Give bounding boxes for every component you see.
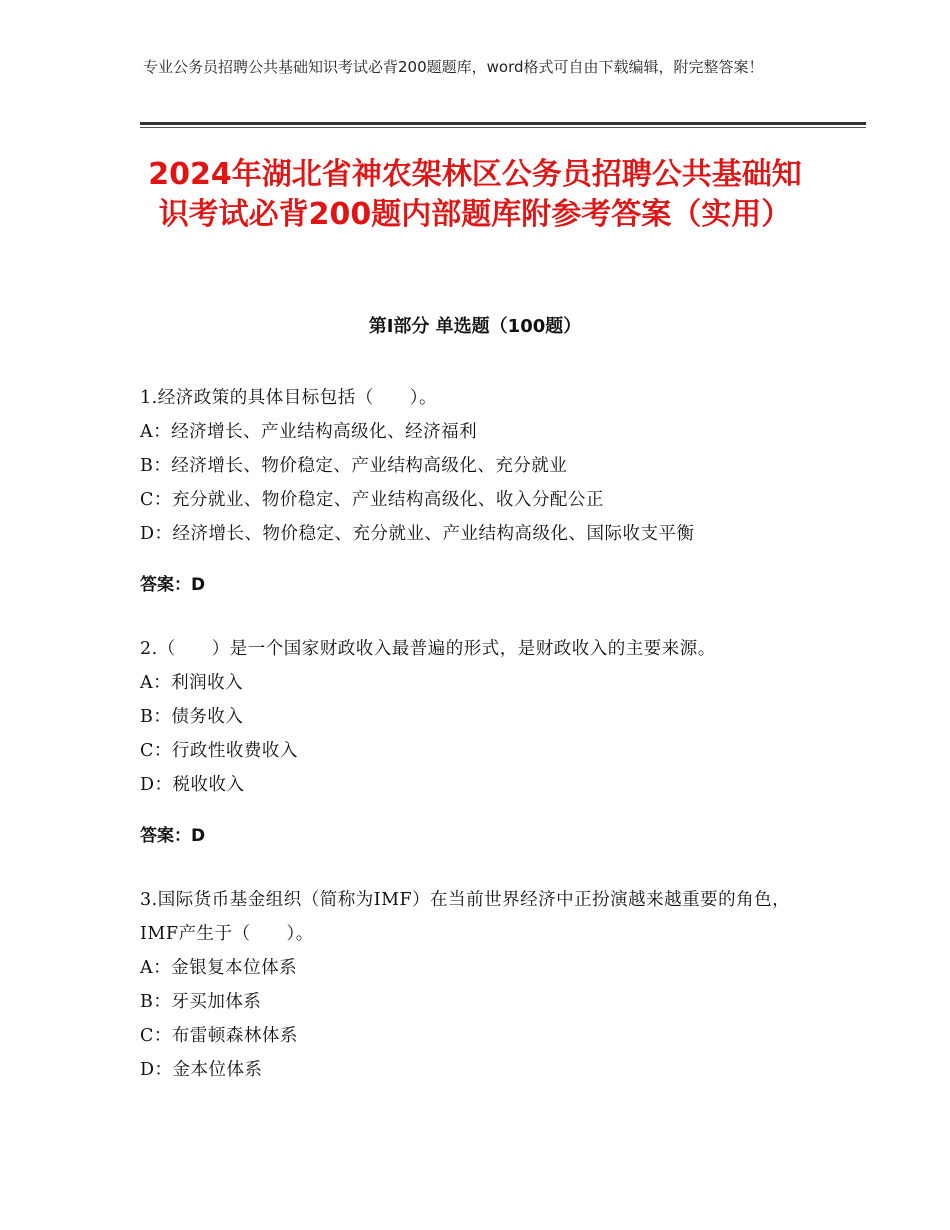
header-divider-thin <box>140 127 866 128</box>
header-note: 专业公务员招聘公共基础知识考试必背200题题库，word格式可自由下载编辑，附完整答案！ <box>143 58 764 76</box>
question-1 <box>140 381 810 602</box>
option-c: C：行政性收费收入 <box>140 741 298 761</box>
header-divider <box>140 122 866 128</box>
question-list <box>140 381 810 1117</box>
option-d: D：税收收入 <box>140 775 245 795</box>
question-stem: 1.经济政策的具体目标包括（ ）。 <box>140 388 437 408</box>
option-b: B：牙买加体系 <box>140 992 262 1012</box>
section-heading: 第Ⅰ部分 单选题（100题） <box>368 316 582 337</box>
option-c: C：布雷顿森林体系 <box>140 1026 298 1046</box>
option-a: A：金银复本位体系 <box>140 958 298 978</box>
option-a: A：经济增长、产业结构高级化、经济福利 <box>140 422 478 442</box>
option-b: B：债务收入 <box>140 707 244 727</box>
answer-line: 答案：D <box>140 826 206 846</box>
option-b: B：经济增长、物价稳定、产业结构高级化、充分就业 <box>140 456 568 476</box>
option-c: C：充分就业、物价稳定、产业结构高级化、收入分配公正 <box>140 490 604 510</box>
option-d: D：经济增长、物价稳定、充分就业、产业结构高级化、国际收支平衡 <box>140 524 695 544</box>
answer-line: 答案：D <box>140 575 206 595</box>
question-3 <box>140 883 810 1087</box>
question-stem: 3.国际货币基金组织（简称为IMF）在当前世界经济中正扮演越来越重要的角色，IMF产生于（ ）。 <box>140 890 791 944</box>
option-d: D：金本位体系 <box>140 1060 263 1080</box>
option-a: A：利润收入 <box>140 673 244 693</box>
header-divider-thick <box>140 122 866 125</box>
document-title: 2024年湖北省神农架林区公务员招聘公共基础知识考试必背200题内部题库附参考答案（实用） <box>148 157 802 232</box>
question-stem: 2.（ ）是一个国家财政收入最普遍的形式，是财政收入的主要来源。 <box>140 639 716 659</box>
question-2 <box>140 632 810 853</box>
